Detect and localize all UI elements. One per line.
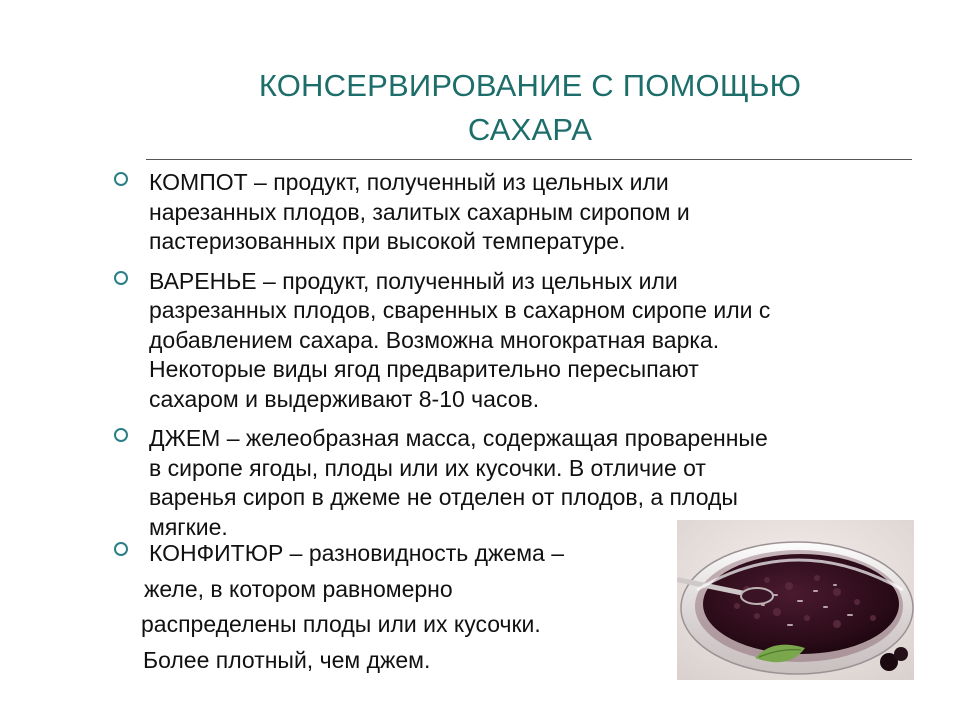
bullet-text-line: нарезанных плодов, залитых сахарным сиропом и [149, 198, 690, 225]
bullet-text-line: Некоторые виды ягод предварительно пересыпают [149, 356, 699, 382]
bullet-text-line: в сиропе ягоды, плоды или их кусочки. В отличие от [149, 454, 706, 481]
bullet-text-line: пастеризованных при высокой температуре. [149, 228, 626, 254]
bullet-text-line: распределены плоды или их кусочки. [141, 611, 541, 637]
bullet-circle-icon [114, 271, 128, 285]
bullet-text-line: добавлением сахара. Возможна многократная варка. [149, 326, 720, 353]
bullet-list [110, 168, 910, 552]
bullet-text-line: сахаром и выдерживают 8-10 часов. [149, 385, 540, 412]
bullet-circle-icon [114, 428, 128, 442]
bullet-text-line: желе, в котором равномерно [144, 575, 453, 602]
bullet-text-line: Более плотный, чем джем. [143, 646, 431, 673]
bullet-item-jam-preserve [110, 267, 910, 415]
bullet-text-line: ДЖЕМ – желеобразная масса, содержащая проваренные [149, 425, 768, 451]
slide-title [140, 64, 920, 152]
title-divider [146, 159, 912, 160]
bullet-text-line: КОМПОТ – продукт, полученный из цельных или [149, 169, 669, 195]
bullet-item-confiture [110, 536, 670, 678]
jam-bowl-icon [677, 520, 914, 680]
jam-bowl-photo [677, 520, 914, 680]
bullet-text-line: разрезанных плодов, сваренных в сахарном сиропе или с [149, 297, 771, 323]
bullet-text-line: варенья сироп в джеме не отделен от плодов, а плоды [149, 484, 738, 510]
bullet-text-line: ВАРЕНЬЕ – продукт, полученный из цельных или [149, 267, 678, 294]
bullet-circle-icon [114, 542, 128, 556]
title-line-2: САХАРА [467, 112, 593, 147]
bullet-circle-icon [114, 172, 128, 186]
title-line-1: КОНСЕРВИРОВАНИЕ С ПОМОЩЬЮ [258, 68, 802, 103]
bullet-text-line: мягкие. [149, 513, 228, 540]
bullet-text-line: КОНФИТЮР – разновидность джема – [149, 540, 564, 566]
bullet-item-compote [110, 168, 910, 257]
